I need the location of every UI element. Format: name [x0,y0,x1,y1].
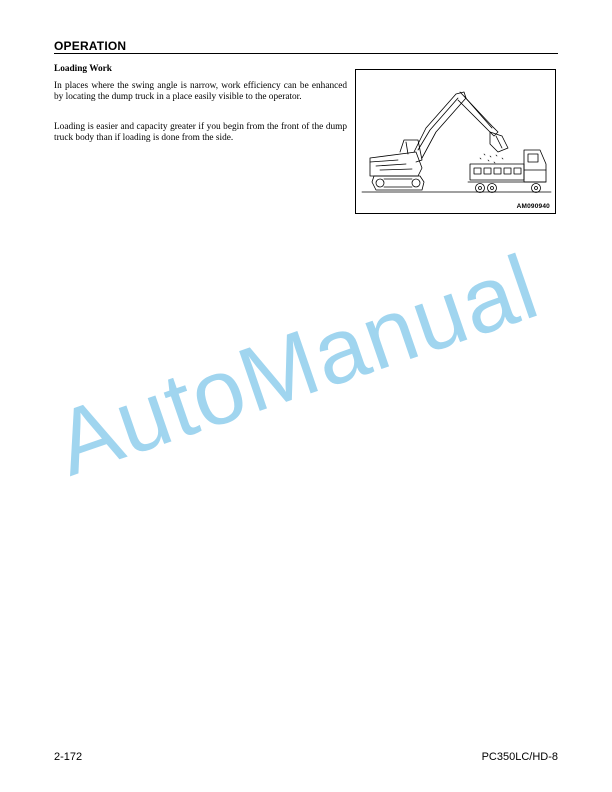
section-title: OPERATION [54,39,127,53]
model-number: PC350LC/HD-8 [481,751,558,763]
subheading: Loading Work [54,64,112,74]
watermark: AutoManual [43,235,551,496]
figure-code: AM090940 [516,203,550,210]
header-rule [54,53,558,54]
page-number: 2-172 [54,751,83,763]
loading-work-figure [355,69,556,214]
paragraph-2: Loading is easier and capacity greater if you begin from the front of the dump truck body than if loading is done from the side. [54,122,347,144]
paragraph-1: In places where the swing angle is narrow, work efficiency can be enhanced by locating the dump truck in a place easily visible to the operator. [54,81,347,103]
excavator-truck-illustration [356,70,557,215]
